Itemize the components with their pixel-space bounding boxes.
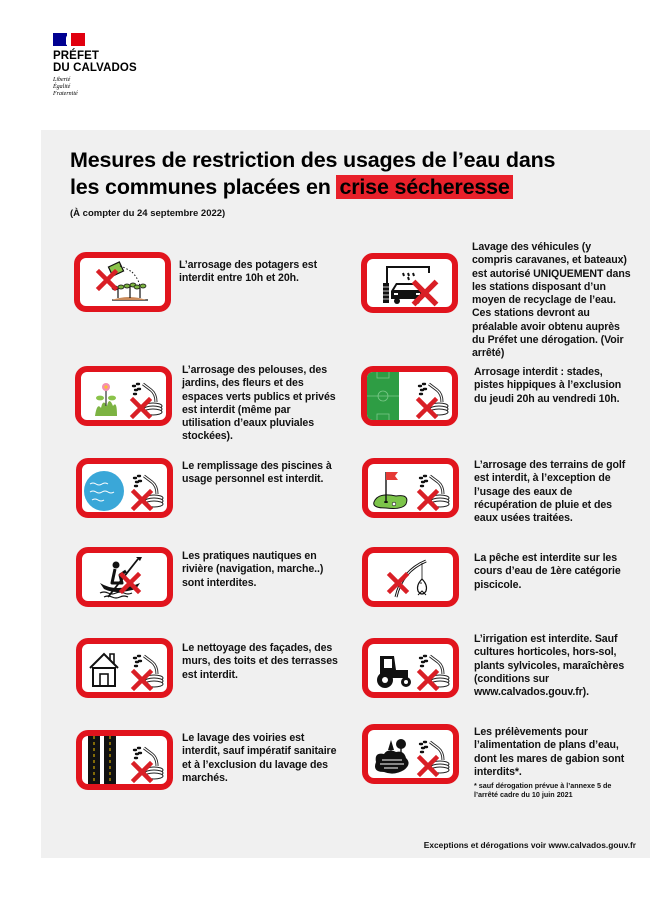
measure-text-emphasis: UNIQUEMENT <box>533 267 604 280</box>
pond-hose-icon <box>362 724 459 784</box>
measure-text: L’arrosage des potagers est interdit entre 10h et 20h. <box>179 259 318 285</box>
marianne-flag-icon <box>53 33 85 46</box>
prefecture-logo <box>53 33 173 98</box>
measure-text: Le nettoyage des façades, des murs, des toits et des terrasses est interdit. <box>182 642 338 681</box>
measure-text: Les pratiques nautiques en rivière (navigation, marche..) sont interdites. <box>182 550 324 589</box>
tractor-hose-icon <box>362 638 459 698</box>
football-field-hose-icon <box>361 366 458 426</box>
kayak-icon <box>76 547 173 607</box>
house-hose-icon <box>76 638 173 698</box>
pool-hose-icon <box>76 458 173 518</box>
measure-text: Les prélèvements pour l’alimentation de plans d’eau, dont les mares de gabion sont interdits*. <box>474 726 625 778</box>
title-line-1: Mesures de restriction des usages de l’eau dans <box>70 148 556 172</box>
road-hose-icon <box>76 730 173 790</box>
measure-text: Le lavage des voiries est interdit, sauf impératif sanitaire et à l’exclusion du lavage des marchés. <box>182 732 337 784</box>
measure-text: L’arrosage des terrains de golf est interdit, à l’exception de l’usage des eaux de récupération de pluie et des eaux usées traitées. <box>474 459 626 525</box>
measure-text: Le remplissage des piscines à usage personnel est interdit. <box>182 460 332 486</box>
golf-green-hose-icon <box>362 458 459 518</box>
title-highlight: crise sécheresse <box>336 175 512 199</box>
title-line-2-prefix: les communes placées en <box>70 175 337 199</box>
logo-line-1: PRÉFET <box>53 50 99 62</box>
motto-fraternite: Fraternité <box>53 91 78 97</box>
measure-text: La pêche est interdite sur les cours d’eau de 1ère catégorie piscicole. <box>474 552 621 591</box>
measure-text <box>472 241 632 361</box>
watering-can-vegetables-icon <box>74 252 171 312</box>
motto-liberte: Liberté <box>53 77 71 83</box>
motto-egalite: Égalité <box>53 84 71 90</box>
fishing-rod-icon <box>362 547 459 607</box>
measure-text: L’arrosage des pelouses, des jardins, des fleurs et des espaces verts publics et privés est interdit (même par utilisation d’eaux pluviales stockées). <box>182 364 336 443</box>
measure-text: L’irrigation est interdite. Sauf cultures horticoles, hors-sol, plants sylvicoles, maraîchères (conditions sur www.calvados.gouv.fr). <box>474 633 625 699</box>
logo-motto <box>53 77 173 98</box>
car-wash-icon <box>361 253 458 313</box>
flower-garden-hose-icon <box>75 366 172 426</box>
measure-footnote: * sauf dérogation prévue à l’annexe 5 de l’arrêté cadre du 10 juin 2021 <box>474 781 612 799</box>
logo-line-2: DU CALVADOS <box>53 62 137 74</box>
page-subtitle: (À compter du 24 septembre 2022) <box>70 208 226 219</box>
measure-text-part: dans les stations disposant d’un moyen de recyclage de l’eau. Ces stations devront au préalable avoir obtenu auprès du Préfet une dérogation. (Voir arrêté) <box>472 267 631 360</box>
footer-note: Exceptions et dérogations voir www.calvados.gouv.fr <box>423 840 636 850</box>
measure-text: Arrosage interdit : stades, pistes hippiques à l’exclusion du jeudi 20h au vendredi 10h. <box>474 366 622 405</box>
measure-text-part: Lavage des véhicules (y compris caravanes, et bateaux) est autorisé <box>472 241 627 280</box>
page-title <box>70 147 555 201</box>
title-line-2 <box>70 174 555 201</box>
